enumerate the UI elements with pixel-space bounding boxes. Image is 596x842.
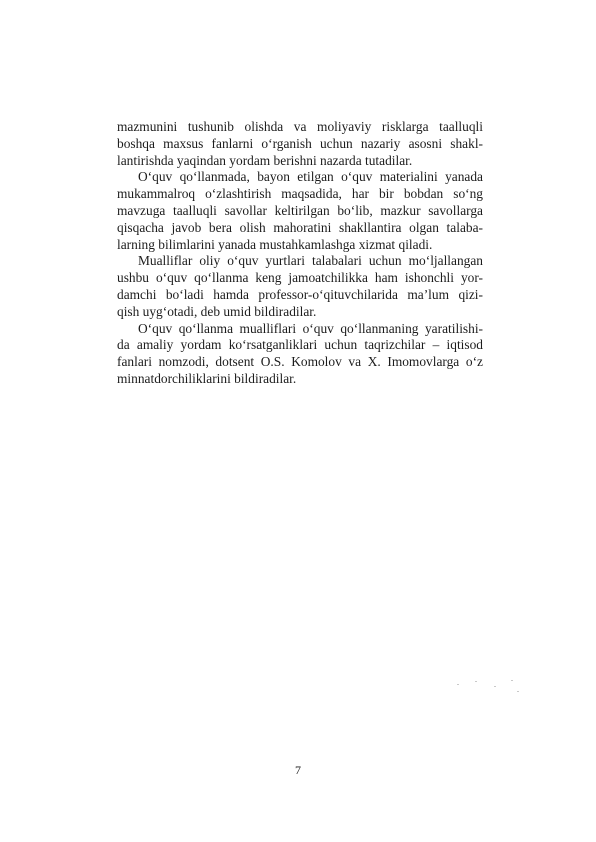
text-line: minnatdorchiliklarini bildiradilar.: [117, 370, 297, 386]
page-number: 7: [295, 763, 301, 777]
scan-speckles: [453, 678, 523, 696]
text-line: mazmunini tushunib olishda va moliyaviy risklarga taalluqli: [117, 119, 483, 134]
text-line: boshqa maxsus fanlarni o‘rganish uchun nazariy asosni shakl-: [117, 135, 483, 151]
text-line: O‘quv qo‘llanma mualliflari o‘quv qo‘llanmaning yaratilishi-: [138, 320, 483, 336]
text-line: fanlari nomzodi, dotsent O.S. Komolov va X. Imomovlarga o‘z: [117, 354, 483, 370]
text-line: ushbu o‘quv qo‘llanma keng jamoatchilikka ham ishonchli yor-: [117, 270, 483, 286]
text-line: O‘quv qo‘llanmada, bayon etilgan o‘quv materialini yanada: [138, 169, 483, 185]
text-line: mavzuga taalluqli savollar keltirilgan bo‘lib, mazkur savollarga: [117, 202, 483, 218]
text-line: da amaliy yordam ko‘rsatganliklari uchun taqrizchilar – iqtisod: [117, 337, 483, 353]
text-line: lantirishda yaqindan yordam berishni nazarda tutadilar.: [117, 152, 413, 168]
text-line: damchi bo‘ladi hamda professor-o‘qituvchilarida ma’lum qizi-: [117, 286, 483, 302]
text-line: mukammalroq o‘zlashtirish maqsadida, har bir bobdan so‘ng: [117, 186, 483, 202]
text-line: Mualliflar oliy o‘quv yurtlari talabalari uchun mo‘ljallangan: [138, 253, 483, 269]
text-line: larning bilimlarini yanada mustahkamlashga xizmat qiladi.: [117, 236, 433, 252]
text-line: qish uyg‘otadi, deb umid bildiradilar.: [117, 303, 317, 319]
body-text: [117, 119, 483, 388]
text-line: qisqacha javob bera olish mahoratini shakllantira olgan talaba-: [117, 219, 483, 235]
